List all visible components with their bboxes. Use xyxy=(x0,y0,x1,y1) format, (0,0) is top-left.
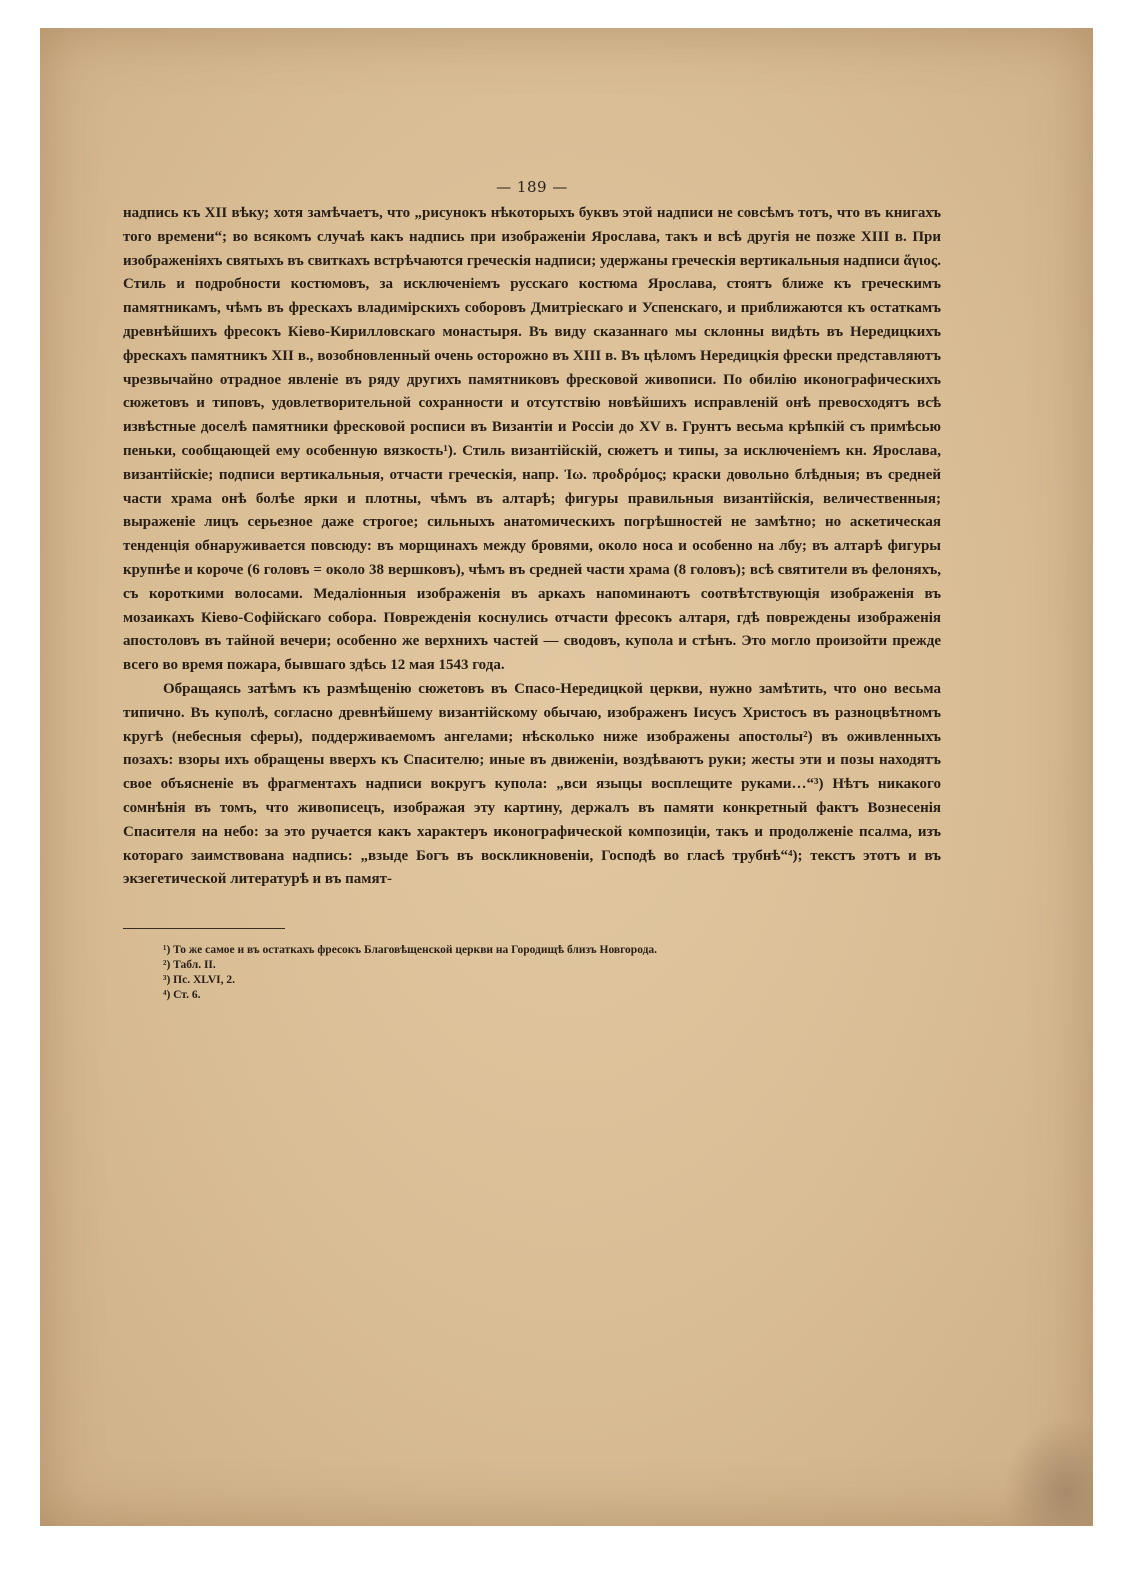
footnote-2: ²) Табл. II. xyxy=(163,959,216,972)
footnote-1: ¹) То же самое и въ остаткахъ фресокъ Благовѣщенской церкви на Городищѣ близъ Новгорода. xyxy=(163,944,658,957)
page-number: — 189 — xyxy=(496,178,568,196)
page-stain xyxy=(1003,1416,1093,1526)
paragraph-1: надпись къ XII вѣку; хотя замѣчаетъ, что „рисунокъ нѣкоторыхъ буквъ этой надписи не совсѣмъ тотъ, что въ книгахъ того времени“; во всякомъ случаѣ какъ надпись при изображеніи Ярослава, такъ и всѣ другія не позже XIII в. При изображеніяхъ святыхъ въ свиткахъ встрѣчаются греческія надписи; удержаны греческія вертикальныя надписи ἅγιος. Стиль и подробности костюмовъ, за исключеніемъ русскаго костюма Ярослава, стоятъ ближе къ греческимъ памятникамъ, чѣмъ въ фрескахъ владимірскихъ соборовъ Дмитріескаго и Успенскаго, и приближаются къ остаткамъ древнѣйшихъ фресокъ Кіево-Кирилловскаго монастыря. Въ виду сказаннаго мы склонны видѣть въ Нередицкихъ фрескахъ памятникъ XII в., возобновленный очень осторожно въ XIII в. Въ цѣломъ Нередицкія фрески представляютъ чрезвычайно отрадное явленіе въ ряду другихъ памятниковъ фресковой живописи. По обилію иконографическихъ сюжетовъ и типовъ, удовлетворительной сохранности и отсутствію новѣйшихъ исправленій онѣ превосходятъ всѣ извѣстные доселѣ памятники фресковой росписи въ Византіи и Россіи до XV в. Грунтъ весьма крѣпкій съ примѣсью пеньки, сообщающей ему особенную вязкость¹). Стиль византійскій, сюжетъ и типы, за исключеніемъ кн. Ярослава, византійскіе; подписи вертикальныя, отчасти греческія, напр. Ἰω. προδρόμος; краски довольно блѣдныя; въ средней части храма онѣ болѣе ярки и плотны, чѣмъ въ алтарѣ; фигуры правильныя византійскія, величественныя; выраженіе лицъ серьезное даже строгое; сильныхъ анатомическихъ погрѣшностей не замѣтно; но аскетическая тенденція обнаруживается повсюду: въ морщинахъ между бровями, около носа и особенно на лбу; въ алтарѣ фигуры крупнѣе и короче (6 головъ = около 38 вершковъ), чѣмъ въ средней части храма (8 головъ); всѣ святители въ фелоняхъ, съ короткими волосами. Медаліонныя изображенія въ аркахъ напоминаютъ соотвѣтствующія изображенія въ мозаикахъ Кіево-Софійскаго собора. Поврежденія коснулись отчасти фресокъ алтаря, гдѣ повреждены изображенія апостоловъ въ тайной вечери; особенно же верхнихъ частей — сводовъ, купола и стѣнъ. Это могло произойти прежде всего во время пожара, бывшаго здѣсь 12 мая 1543 года. xyxy=(123,205,941,674)
page-text xyxy=(123,178,941,1003)
footnote-4: ⁴) Ст. 6. xyxy=(163,989,201,1002)
footnote-3: ³) Пс. XLVI, 2. xyxy=(163,974,236,987)
paragraph-2: Обращаясь затѣмъ къ размѣщенію сюжетовъ въ Спасо-Нередицкой церкви, нужно замѣтить, что оно весьма типично. Въ куполѣ, согласно древнѣйшему византійскому обычаю, изображенъ Іисусъ Христосъ въ разноцвѣтномъ кругѣ (небесныя сферы), поддерживаемомъ ангелами; нѣсколько ниже изображены апостолы²) въ оживленныхъ позахъ: взоры ихъ обращены вверхъ къ Спасителю; иные въ движеніи, воздѣваютъ руки; жесты эти и позы находятъ свое объясненіе въ фрагментахъ надписи вокругъ купола: „вси языцы восплещите руками…“³) Нѣтъ никакого сомнѣнія въ томъ, что живописецъ, изображая эту картину, держалъ въ памяти конкретный фактъ Вознесенія Спасителя на небо: за это ручается какъ характеръ иконографической композиціи, такъ и продолженіе псалма, изъ котораго заимствована надпись: „взыде Богъ въ воскликновеніи, Господѣ во гласѣ трубнѣ“⁴); текстъ этотъ и въ экзегетической литературѣ и въ памят- xyxy=(123,680,941,888)
footnote-divider xyxy=(123,928,285,929)
